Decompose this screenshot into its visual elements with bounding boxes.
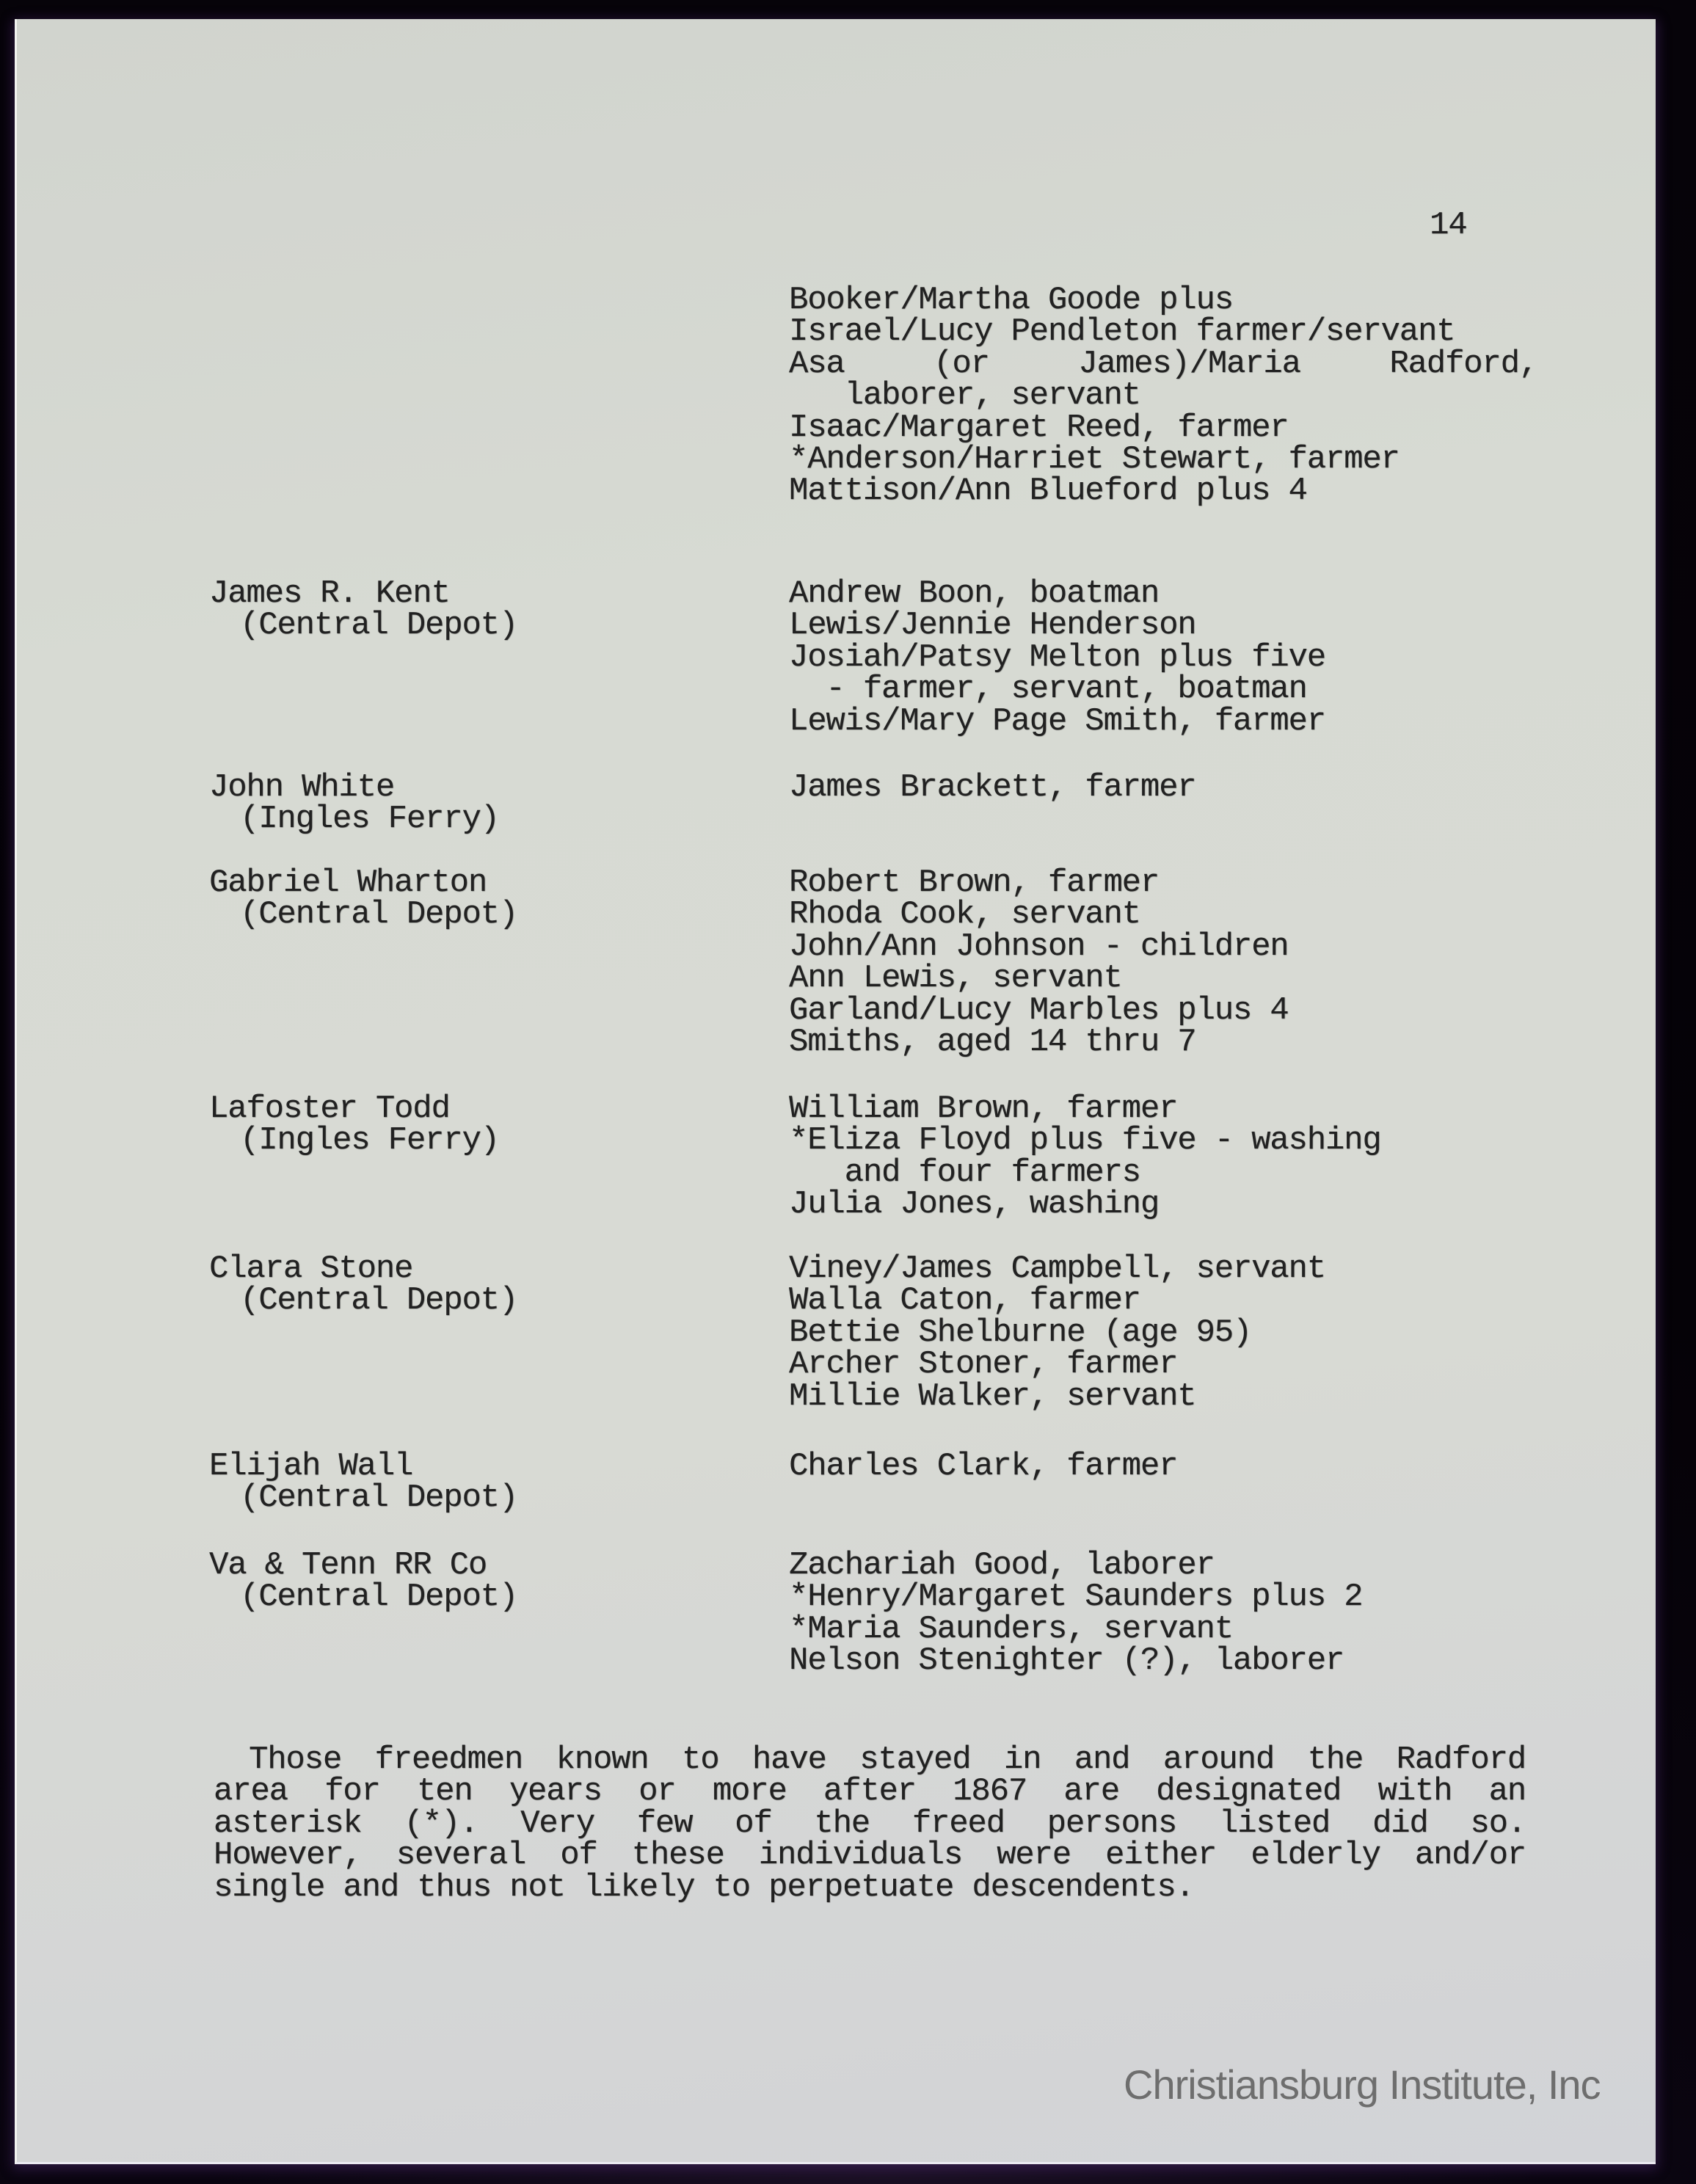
employer-name: Va & Tenn RR Co	[209, 1547, 487, 1584]
continuation-line: Mattison/Ann Blueford plus 4	[789, 473, 1307, 510]
footer-line: single and thus not likely to perpetuate descendents.	[214, 1868, 1194, 1906]
employer-location: (Central Depot)	[240, 607, 518, 644]
continuation-line: laborer, servant	[789, 377, 1140, 415]
freedman-line: Walla Caton, farmer	[789, 1282, 1140, 1320]
freedman-line: *Henry/Margaret Saunders plus 2	[789, 1579, 1363, 1616]
employer-column	[209, 1448, 767, 1517]
footer-paragraph	[214, 1741, 1526, 1906]
freedman-line: Millie Walker, servant	[789, 1377, 1196, 1415]
freedman-line: Bettie Shelburne (age 95)	[789, 1314, 1252, 1351]
freedmen-column	[789, 1253, 1537, 1413]
freedman-line: James Brackett, farmer	[789, 769, 1196, 806]
continuation-line: Isaac/Margaret Reed, farmer	[789, 409, 1289, 446]
page-number: 14	[1430, 207, 1467, 244]
footer-line: asterisk (*). Very few of the freed persons listed did so.	[214, 1805, 1526, 1842]
freedmen-column	[789, 1448, 1537, 1485]
document-page	[15, 19, 1656, 2164]
continuation-line: Booker/Martha Goode plus	[789, 282, 1233, 318]
employer-column	[209, 1091, 767, 1160]
employer-location: (Central Depot)	[240, 1479, 518, 1517]
employer-location: (Ingles Ferry)	[240, 1122, 499, 1160]
employer-location: (Central Depot)	[240, 896, 518, 933]
freedman-line: Ann Lewis, servant	[789, 960, 1122, 997]
freedman-line: Viney/James Campbell, servant	[789, 1251, 1325, 1287]
employer-name: Gabriel Wharton	[209, 864, 487, 901]
freedmen-column	[789, 864, 1537, 1061]
employer-name: Clara Stone	[209, 1251, 413, 1287]
employer-name: James R. Kent	[209, 575, 450, 612]
freedman-line: *Eliza Floyd plus five - washing	[789, 1122, 1381, 1160]
footer-line: area for ten years or more after 1867 are designated with an	[214, 1773, 1526, 1810]
freedman-line: Lewis/Jennie Henderson	[789, 607, 1196, 644]
continuation-line: *Anderson/Harriet Stewart, farmer	[789, 441, 1400, 478]
employer-location: (Ingles Ferry)	[240, 801, 499, 838]
freedman-line: Charles Clark, farmer	[789, 1448, 1178, 1485]
freedman-line: William Brown, farmer	[789, 1091, 1178, 1127]
freedmen-column	[789, 575, 1537, 740]
freedman-line: Robert Brown, farmer	[789, 864, 1160, 901]
freedmen-column	[789, 1547, 1537, 1680]
freedman-line: John/Ann Johnson - children	[789, 928, 1289, 965]
continuation-line: Asa (or James)/Maria Radford,	[789, 345, 1537, 382]
employer-name: Elijah Wall	[209, 1448, 413, 1485]
freedmen-column	[789, 769, 1537, 806]
employer-location: (Central Depot)	[240, 1282, 518, 1320]
employer-name: Lafoster Todd	[209, 1091, 450, 1127]
freedman-line: Lewis/Mary Page Smith, farmer	[789, 702, 1325, 740]
employer-column	[209, 1547, 767, 1616]
employer-column	[209, 575, 767, 644]
freedman-line: and four farmers	[789, 1154, 1140, 1191]
freedman-line: Andrew Boon, boatman	[789, 575, 1160, 612]
employer-location: (Central Depot)	[240, 1579, 518, 1616]
employer-column	[209, 769, 767, 838]
freedman-line: Archer Stoner, farmer	[789, 1346, 1178, 1383]
freedman-line: Zachariah Good, laborer	[789, 1547, 1215, 1584]
freedman-line: Julia Jones, washing	[789, 1186, 1160, 1223]
freedman-line: Rhoda Cook, servant	[789, 896, 1140, 933]
freedman-line: *Maria Saunders, servant	[789, 1610, 1233, 1648]
employer-name: John White	[209, 769, 395, 806]
freedman-line: - farmer, servant, boatman	[789, 671, 1307, 708]
continuation-line: Israel/Lucy Pendleton farmer/servant	[789, 313, 1455, 351]
freedman-line: Josiah/Patsy Melton plus five	[789, 638, 1325, 676]
freedman-line: Garland/Lucy Marbles plus 4	[789, 991, 1289, 1029]
employer-column	[209, 864, 767, 933]
freedman-line: Nelson Stenighter (?), laborer	[789, 1642, 1344, 1680]
employer-column	[209, 1251, 767, 1320]
freedmen-column	[789, 1093, 1537, 1221]
footer-line: However, several of these individuals were either elderly and/or	[214, 1837, 1526, 1874]
watermark: Christiansburg Institute, Inc	[1124, 2061, 1601, 2108]
freedman-line: Smiths, aged 14 thru 7	[789, 1024, 1196, 1061]
footer-line: Those freedmen known to have stayed in and around the Radford	[249, 1741, 1526, 1778]
